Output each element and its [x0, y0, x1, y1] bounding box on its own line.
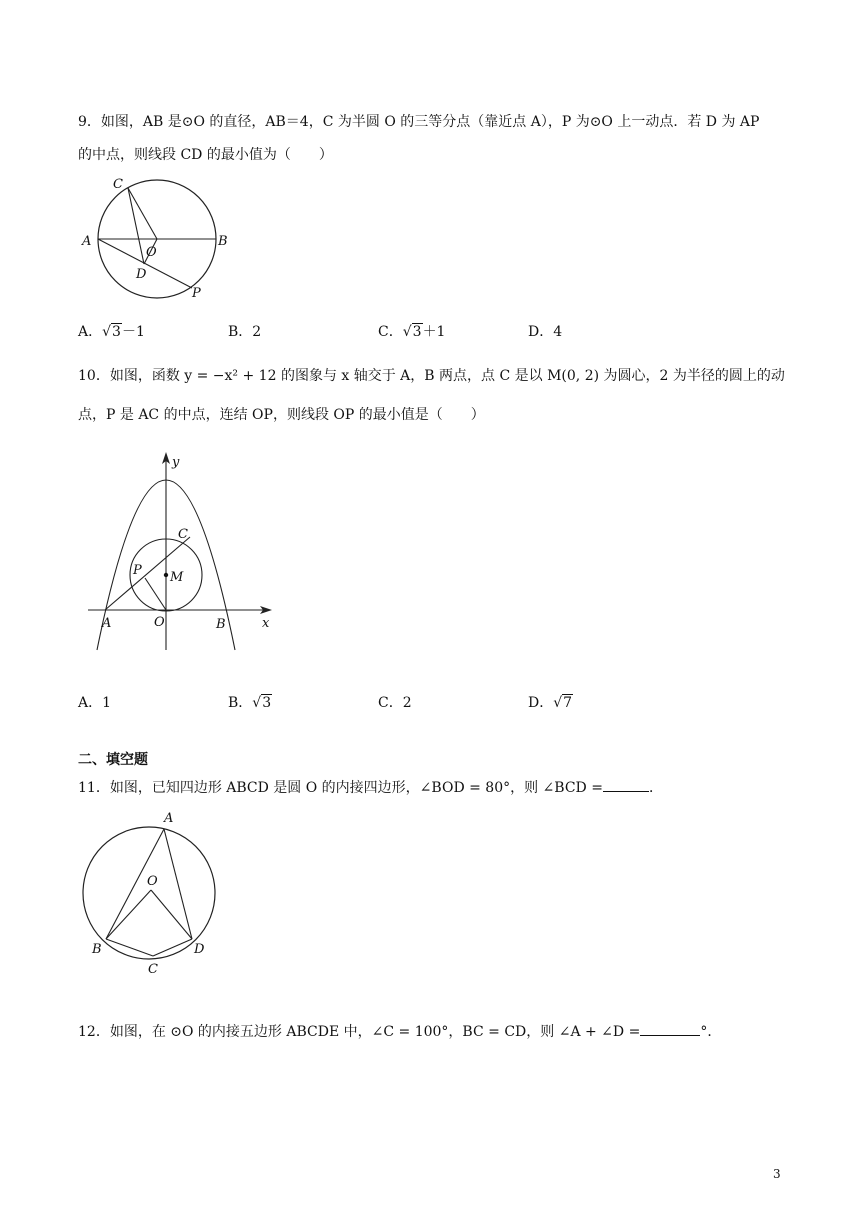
q10-option-d: D．√7 — [528, 695, 573, 711]
page-number: 3 — [773, 1167, 781, 1181]
q11-segment-bc — [106, 939, 153, 956]
q11-label-d: D — [194, 942, 205, 957]
q12-answer-blank — [640, 1021, 700, 1036]
q10-label-p: P — [133, 563, 142, 578]
q9-segment-co — [128, 188, 157, 239]
question-10-figure — [82, 450, 282, 660]
question-10-options — [78, 692, 638, 714]
q9-option-b: B．2 — [228, 324, 262, 340]
q11-label-c: C — [148, 962, 158, 977]
question-12-text: 12．如图，在 ⊙O 的内接五边形 ABCDE 中，∠C = 100°，BC = CD，则 ∠A + ∠D = °． — [78, 1021, 721, 1042]
question-9-figure — [78, 172, 238, 312]
q9-option-c: C．√3＋1 — [378, 324, 446, 340]
q9-label-d: D — [136, 267, 147, 282]
q10-option-a: A．1 — [78, 695, 112, 711]
q10-option-b: B．√3 — [228, 695, 272, 711]
q10-label-a: A — [102, 616, 112, 631]
q11-label-a: A — [164, 811, 174, 826]
q10-label-y: y — [172, 455, 180, 470]
question-9-options — [78, 321, 638, 343]
section-title-fill-in-blank: 二、填空题 — [78, 752, 148, 768]
q11-label-o: O — [147, 874, 158, 889]
q9-label-b: B — [218, 234, 228, 249]
q11-circle — [83, 827, 215, 959]
q9-option-a: A．√3－1 — [78, 324, 145, 340]
q9-label-c: C — [113, 177, 123, 192]
q10-label-x: x — [262, 616, 270, 631]
q9-option-d: D．4 — [528, 324, 563, 340]
q9-segment-cd — [128, 188, 144, 264]
q10-label-m: M — [170, 570, 184, 585]
q9-label-o: O — [146, 245, 157, 260]
q10-segment-op — [145, 578, 166, 610]
question-11-figure — [78, 808, 228, 978]
q10-label-c: C — [178, 527, 188, 542]
question-9-line-1: 9．如图，AB 是⊙O 的直径，AB＝4，C 为半圆 O 的三等分点（靠近点 A），P 为⊙O 上一动点．若 D 为 AP — [78, 114, 760, 130]
q10-point-m — [164, 573, 168, 577]
q11-answer-blank — [603, 777, 649, 792]
question-11-text: 11．如图，已知四边形 ABCD 是圆 O 的内接四边形，∠BOD = 80°，则 ∠BCD = ． — [78, 777, 663, 798]
question-10-line-2: 点，P 是 AC 的中点，连结 OP，则线段 OP 的最小值是（ ） — [78, 407, 485, 423]
q10-option-c: C．2 — [378, 695, 412, 711]
q10-label-o: O — [154, 615, 165, 630]
q9-label-a: A — [82, 234, 92, 249]
question-9-line-2: 的中点，则线段 CD 的最小值为（ ） — [78, 147, 333, 163]
question-10-line-1: 10．如图，函数 y = −x² + 12 的图象与 x 轴交于 A，B 两点，点 C 是以 M(0, 2) 为圆心，2 为半径的圆上的动 — [78, 368, 785, 384]
q11-label-b: B — [92, 942, 102, 957]
q9-label-p: P — [192, 286, 201, 301]
q10-label-b: B — [216, 617, 226, 632]
